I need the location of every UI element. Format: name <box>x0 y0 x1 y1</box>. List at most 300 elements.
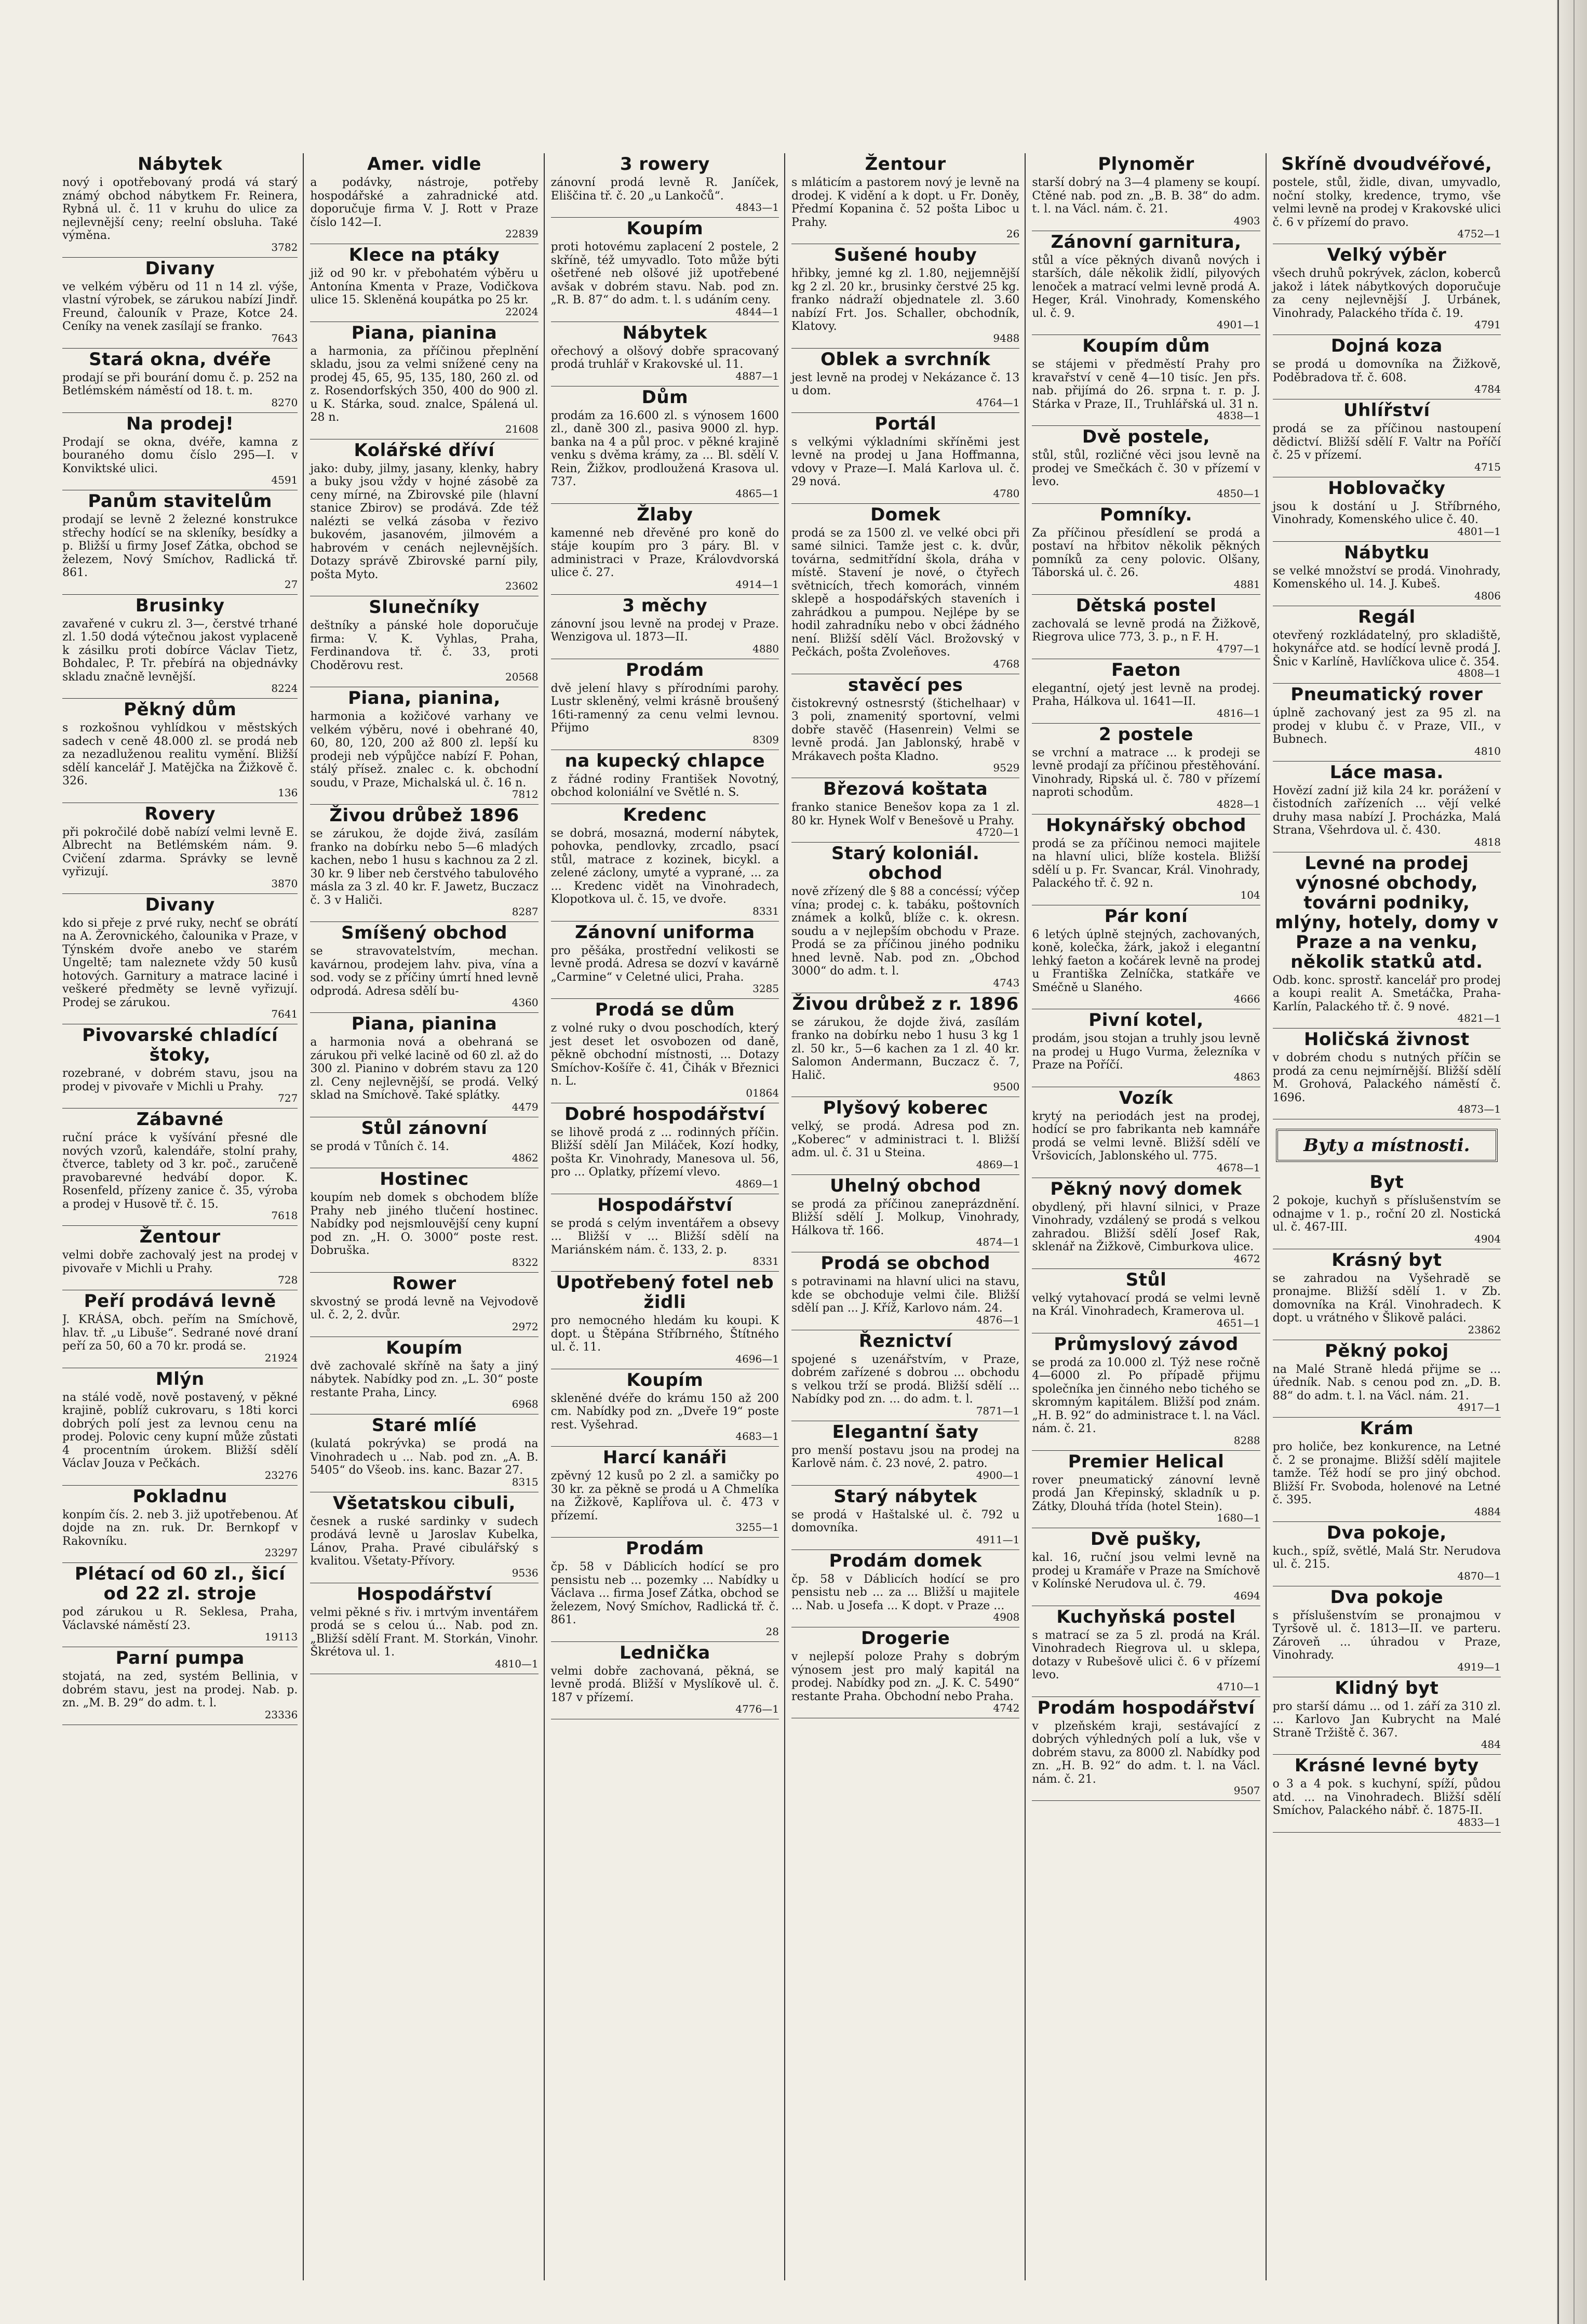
classified-ad <box>791 1097 1019 1175</box>
ad-headline: Koupím <box>626 1369 704 1391</box>
ad-reference-number: 23602 <box>505 580 539 592</box>
ad-body-text: v nejlepší poloze Prahy s dobrým výnosem jest pro malý kapitál na prodej. Nabídky pod zn. „J. K. C. 5490“ restante Praha. Obchodní nebo Praha. <box>791 1650 1020 1703</box>
ad-headline: Oblek a svrchník <box>821 349 991 370</box>
ad-headline: Staré mlíé <box>371 1415 477 1436</box>
ad-headline: Hospodářství <box>597 1194 733 1216</box>
ad-headline: Krásný byt <box>1332 1249 1442 1271</box>
ad-reference-number: 4833—1 <box>1457 1815 1501 1828</box>
ad-headline: 2 postele <box>1099 724 1193 745</box>
ad-body-text: velmi dobře zachovalý jest na prodej v pivovaře v Michli u Prahy. <box>62 1249 298 1275</box>
classified-ad <box>310 1492 538 1583</box>
ad-reference-number: 4810—1 <box>495 1657 539 1670</box>
classified-ad <box>791 413 1019 504</box>
ad-reference-number: 4914—1 <box>735 578 779 591</box>
ad-headline: Dva pokoje, <box>1326 1522 1447 1543</box>
ad-headline: Plyšový koberec <box>823 1098 988 1118</box>
ad-reference-number: 7643 <box>271 331 298 344</box>
ad-body-text: dvě zachovalé skříně na šaty a jiný nábytek. Nabídky pod zn. „L. 30“ poste restante Praha, Lincy. <box>310 1359 539 1399</box>
ad-headline: Harcí kanáři <box>602 1447 727 1468</box>
ad-body-text: Prodají se okna, dvéře, kamna z bouraného domu číslo 295—I. v Konviktské ulici. <box>62 435 298 475</box>
ad-headline: Dojná koza <box>1330 336 1443 356</box>
ad-headline: Piana, pianina <box>351 1013 497 1034</box>
ad-reference-number: 4651—1 <box>1217 1316 1260 1329</box>
ad-headline: Dvě postele, <box>1082 426 1211 447</box>
ad-body-text: Hovězí zadní již kila 24 kr. porážení v čistodních zařízeních ... vějí velké druhy masa nabízí J. Procházka, Malá Strana, Všehrdova ul. č. 430. <box>1272 784 1501 837</box>
ad-body-text: kal. 16, ruční jsou velmi levně na prodej u Kramáře v Praze na Smíchově v Kolínské Nerudova ul. č. 79. <box>1032 1551 1260 1591</box>
ad-headline: Pokladnu <box>132 1486 227 1507</box>
ad-body-text: pro menší postavu jsou na prodej na Karlově nám. č. 23 nové, 2. patro. <box>791 1444 1020 1470</box>
classified-ad <box>1273 1171 1501 1249</box>
ad-body-text: v dobrém chodu s nutných příčin se prodá za cenu nejmírnější. Bližší sdělí M. Grohová, Palackého náměstí č. 1696. <box>1272 1051 1501 1104</box>
ad-body-text: ruční práce k vyšívání přesné dle nových vzorů, kalendáře, stolní prahy, čtverce, tablety od 3 kr. poč., zaručeně pravobarevné hedvábí dopor. K. Rosenfeld, přízeny zanice č. 35, výroba a prodej v Husově tř. č. 15. <box>62 1131 298 1211</box>
ad-body-text: čp. 58 v Dáblicích hodící se pro pensistu neb ... za ... Bližší u majitele ... Nab. u Josefa ... K dopt. v Praze ... <box>791 1572 1020 1612</box>
ad-headline: Vozík <box>1119 1087 1174 1108</box>
classified-ad <box>1273 606 1501 684</box>
ad-headline: Plétací od 60 zl., šicí od 22 zl. stroje <box>74 1564 286 1604</box>
ad-reference-number: 8270 <box>271 396 298 409</box>
ad-body-text: harmonia a kožičové varhany ve velkém výběru, nové i obehrané 40, 60, 80, 120, 200 až 800 zl. lepší ku prodeji neb výpůjčce nabízí F. Pohan, stálý přísež. znalec c. k. obchodní soudu, v Praze, Michalská ul. č. 16 n. <box>310 710 539 790</box>
ad-reference-number: 01864 <box>746 1086 779 1099</box>
ad-headline: Stůl zánovní <box>361 1117 488 1139</box>
classified-ad <box>1273 399 1501 477</box>
classified-ad <box>1032 231 1260 336</box>
classified-ad <box>551 1194 779 1272</box>
classified-ad <box>551 595 779 659</box>
ad-headline: Sušené houby <box>833 245 977 265</box>
ad-body-text: s rozkošnou vyhlídkou v městských sadech v ceně 48.000 zl. se prodá neb za nezadluženou realitu vymění. Bližší sdělí kancelář J. Matějčka na Žižkově č. 326. <box>62 722 298 787</box>
classified-ad <box>1273 1340 1501 1418</box>
ad-body-text: prodají se při bourání domu č. p. 252 na Betlémském náměstí od 18. t. m. <box>62 371 298 397</box>
ad-reference-number: 4752—1 <box>1457 228 1501 240</box>
ad-headline: Dům <box>641 386 688 408</box>
ad-headline: Domek <box>870 504 941 525</box>
classified-ad <box>62 153 298 258</box>
ad-reference-number: 4360 <box>512 996 539 1009</box>
ad-reference-number: 8287 <box>512 905 539 918</box>
ad-body-text: prodá se za 1500 zl. ve velké obci při samé silnici. Tamže jest c. k. dvůr, továrna, sedmitřídní škola, dráha v místě. Stavení je nové, o čtyřech světnicích, třech komorách, vinném sklepě a hospodářských staveních i zahrádkou a pumpou. Nejlépe by se hodil zahradníku nebo v obci žádného není. Bližší sdělí Václ. Brožovský v Pečkách, pošta Zvoleňoves. <box>791 526 1020 659</box>
classified-ad <box>1032 153 1260 231</box>
section-header-box: Byty a místnosti. <box>1276 1129 1498 1162</box>
ad-headline: Březová koštata <box>823 779 988 799</box>
ad-reference-number: 8322 <box>512 1256 539 1268</box>
classified-ad <box>1273 684 1501 762</box>
classified-ad <box>551 1447 779 1538</box>
ad-body-text: úplně zachovaný jest za 95 zl. na prodej v klubu č. v Praze, VII., v Bubnech. <box>1272 706 1501 746</box>
ad-reference-number: 8309 <box>752 733 779 746</box>
classified-ads-page <box>62 153 1506 2280</box>
classified-ad <box>551 322 779 386</box>
ad-reference-number: 8331 <box>752 1255 779 1267</box>
ad-body-text: skvostný se prodá levně na Vejvodově ul. č. 2, 2. dvůr. <box>310 1295 539 1321</box>
ad-headline: Premier Helical <box>1068 1451 1225 1472</box>
ad-reference-number: 4672 <box>1233 1252 1260 1265</box>
ad-headline: Rovery <box>144 803 216 824</box>
classified-ad <box>62 413 298 491</box>
classified-ad <box>551 750 779 804</box>
ad-reference-number: 4901—1 <box>1217 318 1260 331</box>
ad-body-text: všech druhů pokrývek, záclon, koberců jakož i látek nábytkových doporučuje za ceny nejlevnější J. Urbánek, Vinohrady, Palackého třída č. 19. <box>1272 267 1501 320</box>
ad-body-text: pro starší dámu ... od 1. září za 310 zl. ... Karlovo Jan Kubrycht na Malé Straně Tržiště č. 367. <box>1272 1700 1501 1740</box>
ad-headline: stavěcí pes <box>848 674 963 696</box>
ad-reference-number: 28 <box>765 1625 779 1638</box>
ad-reference-number: 4903 <box>1233 214 1260 227</box>
ad-reference-number: 7641 <box>271 1008 298 1020</box>
ad-reference-number: 4776—1 <box>735 1703 779 1715</box>
ad-headline: Láce masa. <box>1329 762 1444 783</box>
classified-ad <box>1032 905 1260 1010</box>
ad-headline: Klece na ptáky <box>348 245 500 265</box>
ad-reference-number: 3255—1 <box>735 1521 779 1533</box>
ad-body-text: jako: duby, jilmy, jasany, klenky, habry a buky jsou vždy v hojné zásobě za ceny mírné, na Zbirovské pile (hlavní stanice Zbirov) se prodává. Zde též nalézti se velká zásoba v řezivo bukovém, jasanovém, jilmovém a habrovém v cenách nejlevnějších. Dotazy správě Zbirovské parní pily, pošta Myto. <box>310 462 539 581</box>
ad-body-text: velmi pěkné s řiv. i mrtvým inventářem prodá se s celou ú... Nab. pod zn. „Bližší sdělí Frant. M. Storkán, Vinohr. Škrétova ul. 1. <box>310 1606 539 1659</box>
classified-ad <box>1273 762 1501 852</box>
ad-reference-number: 4880 <box>752 642 779 655</box>
classified-ad <box>791 1627 1019 1718</box>
ad-body-text: na Malé Straně hledá přijme se ... úředník. Nab. s cenou pod zn. „D. B. 88“ do adm. t. l. na Václ. nám. 21. <box>1272 1363 1501 1403</box>
ad-body-text: velký, se prodá. Adresa pod zn. „Koberec“ v administraci t. l. Bližší adm. ul. č. 31 u Steina. <box>791 1120 1020 1159</box>
classified-ad <box>1032 1697 1260 1801</box>
ad-body-text: spojené s uzenářstvím, v Praze, dobrém zařízené s dobrou ... obchodu s velkou trží se prodá. Bližší sdělí ... Nabídky pod zn. ... do adm. t. l. <box>791 1353 1020 1406</box>
ad-headline: Prodám hospodářství <box>1037 1697 1255 1718</box>
ad-body-text: s velkými výkladními skříněmi jest levně na prodej u Jana Hoffmanna, vdovy v Praze—I. Malá Karlova ul. č. 29 nová. <box>791 435 1020 488</box>
ad-body-text: se zahradou na Vyšehradě se pronajme. Bližší sdělí 1. v Zb. domovníka na Král. Vinohradech. K dopt. u vrátného v Šlikově paláci. <box>1272 1272 1501 1325</box>
ad-headline: Amer. vidle <box>367 154 481 175</box>
ad-column-4 <box>784 153 1025 2280</box>
ad-reference-number: 136 <box>278 786 298 799</box>
ad-reference-number: 20568 <box>505 671 539 683</box>
classified-ad <box>791 993 1019 1098</box>
ad-headline: Regál <box>1357 606 1416 627</box>
ad-headline: Piana, pianina, <box>348 688 501 709</box>
ad-body-text: na stálé vodě, nově postavený, v pěkné krajině, poblíž cukrovaru, s 18ti korci dobrých polí jest za levnou cenu na prodej. Polovic ceny kupní může zůstati 4 procentním úrokem. Bližší sdělí Václav Jouza v Pečkách. <box>62 1391 298 1470</box>
ad-reference-number: 4873—1 <box>1457 1103 1501 1115</box>
ad-headline: Peří prodává levně <box>84 1291 276 1312</box>
ad-headline: Levné na prodej výnosné obchody, továrni podniky, mlýny, hotely, domy v Praze a na venku, několik statků atd. <box>1275 852 1499 972</box>
classified-ad <box>62 1226 298 1290</box>
ad-body-text: pro holiče, bez konkurence, na Letné č. 2 se pronajme. Bližší sdělí majitele tamže. Též hodí se pro jiný obchod. Bližší Fr. Svoboda, holenové na Letné č. 395. <box>1272 1440 1501 1506</box>
classified-ad <box>551 504 779 595</box>
ad-reference-number: 4683—1 <box>735 1430 779 1443</box>
classified-ad <box>62 1108 298 1226</box>
ad-reference-number: 2972 <box>512 1320 539 1333</box>
classified-ad <box>1032 659 1260 724</box>
ad-body-text: čistokrevný ostnesrstý (štichelhaar) v 3 poli, znamenitý sportovní, velmi dobře stavěč (Hasenrein) Velmi se levně prodá. Jan Jablonský, hrabě v Mrákavech pošta Kladno. <box>791 697 1020 763</box>
classified-ad <box>62 1024 298 1108</box>
ad-body-text: kdo si přeje z prvé ruky, nechť se obrátí na A. Žerovnického, čalounika v Praze, v Týnském dvoře anebo ve starém Ungeltě; tam naleznete vždy 50 kusů hotových. Garnitury a matrace laciné i veškeré předměty se levně vyřizují. Prodej se zárukou. <box>62 916 298 1009</box>
ad-reference-number: 4884 <box>1474 1505 1501 1518</box>
ad-body-text: obydlený, při hlavní silnici, v Praze Vinohrady, vzdálený se prodá s velkou zahradou. Bližší sdělí Josef Rak, sklenář na Žižkově, Cimburkova ulice. <box>1032 1200 1260 1253</box>
ad-reference-number: 4887—1 <box>735 369 779 382</box>
classified-ad <box>62 1290 298 1368</box>
ad-reference-number: 4919—1 <box>1457 1660 1501 1673</box>
ad-reference-number: 4479 <box>512 1100 539 1113</box>
classified-ad <box>310 687 538 805</box>
classified-ad <box>1273 1029 1501 1119</box>
ad-reference-number: 4818 <box>1474 835 1501 848</box>
classified-ad <box>1273 244 1501 335</box>
ad-reference-number: 4591 <box>271 474 298 486</box>
ad-headline: Na prodej! <box>126 413 234 434</box>
ad-headline: Koupím dům <box>1082 336 1210 356</box>
classified-ad <box>62 803 298 894</box>
ad-body-text: zpěvný 12 kusů po 2 zl. a samičky po 30 kr. za pěkně se prodá u A Chmelíka na Žižkově, Kaplířova ul. č. 473 v přízemí. <box>550 1470 779 1522</box>
ad-reference-number: 4801—1 <box>1457 525 1501 538</box>
ad-body-text: ve velkém výběru od 11 n 14 zl. výše, vlastní výrobek, se zárukou nabízí Jindř. Freund, čalouník v Praze, Kotce 24. Ceníky na venek zasílají se franko. <box>62 280 298 333</box>
ad-headline: Drogerie <box>861 1628 950 1649</box>
ad-reference-number: 4678—1 <box>1217 1161 1260 1174</box>
ad-headline: Holičská živnost <box>1304 1029 1470 1050</box>
ad-reference-number: 4808—1 <box>1457 667 1501 679</box>
ad-body-text: rozebrané, v dobrém stavu, jsou na prodej v pivovaře v Michli u Prahy. <box>62 1067 298 1093</box>
ad-body-text: při pokročilé době nabízí velmi levně E. Albrecht na Betlémském nám. 9. Cvičení zdarma. Správky se levně vyřizují. <box>62 825 298 878</box>
ad-reference-number: 3782 <box>271 241 298 253</box>
ad-headline: Stůl <box>1125 1269 1167 1290</box>
classified-ad <box>551 921 779 999</box>
classified-ad <box>791 1252 1019 1330</box>
ad-headline: Dva pokoje <box>1330 1586 1444 1608</box>
classified-ad <box>62 699 298 803</box>
ad-reference-number: 4917—1 <box>1457 1401 1501 1413</box>
ad-headline: 3 měchy <box>622 595 708 616</box>
ad-headline: Divany <box>145 258 215 279</box>
ad-body-text: 2 pokoje, kuchyň s příslušenstvím se odnajme v 1. p., roční 20 zl. Nostická ul. č. 467-III. <box>1272 1194 1501 1234</box>
ad-reference-number: 4720—1 <box>976 826 1020 838</box>
ad-body-text: a podávky, nástroje, potřeby hospodářské a zahradnické atd. doporučuje firma V. J. Rott v Praze číslo 142—I. <box>310 176 539 229</box>
classified-ad <box>1032 504 1260 595</box>
ad-body-text: s matrací se za 5 zl. prodá na Král. Vinohradech Riegrova ul. u sklepa, dotazy v Rubešově ulici č. 6 v přízemí levo. <box>1032 1628 1260 1681</box>
ad-column-5 <box>1025 153 1265 2280</box>
ad-reference-number: 4696—1 <box>735 1352 779 1365</box>
ad-body-text: s potravinami na hlavní ulici na stavu, kde se obchoduje velmi čile. Bližší sdělí pan ... J. Kříž, Karlovo nám. 24. <box>791 1275 1020 1315</box>
ad-reference-number: 4869—1 <box>735 1177 779 1190</box>
ad-body-text: a harmonia, za příčinou přeplnění skladu, jsou za velmi snížené ceny na prodej 45, 65, 95, 135, 180, 260 zl. od z. Rosendorfských 350, 400 do 900 zl. u K. Stárka, soud. znalce, Spálená ul. 28 n. <box>310 344 539 424</box>
classified-ad <box>1273 1522 1501 1586</box>
classified-ad <box>310 153 538 244</box>
ad-reference-number: 8331 <box>752 904 779 917</box>
ad-body-text: prodám, jsou stojan a truhly jsou levně na prodej u Hugo Vurma, železníka v Praze na Poříčí. <box>1032 1032 1260 1072</box>
ad-body-text: zavařené v cukru zl. 3—, čerstvé trhané zl. 1.50 dodá výtečnou jakost vyplaceně k zásilku proti dobírce Václav Tietz, Bohdalec, P. Tr. přebírá na objednávky skladu značně levnější. <box>62 617 298 684</box>
classified-ad <box>310 1168 538 1273</box>
ad-reference-number: 4821—1 <box>1457 1012 1501 1024</box>
ad-reference-number: 4843—1 <box>735 201 779 213</box>
classified-ad <box>791 1175 1019 1253</box>
classified-ad <box>310 1117 538 1169</box>
classified-ad <box>62 349 298 413</box>
classified-ad <box>1273 542 1501 606</box>
ad-body-text: již od 90 kr. v přebohatém výběru u Antonína Kmenta v Praze, Vodičkova ulice 15. Skleněná koupátka po 25 kr. <box>310 267 539 306</box>
ad-headline: Upotřebený fotel neb židli <box>556 1272 774 1313</box>
classified-ad <box>310 922 538 1013</box>
ad-reference-number: 4710—1 <box>1217 1680 1260 1693</box>
ad-headline: Kredenc <box>623 804 707 825</box>
ad-column-6 <box>1266 153 1506 2280</box>
ad-reference-number: 7871—1 <box>976 1404 1020 1417</box>
ad-reference-number: 23336 <box>264 1708 298 1721</box>
ad-headline: Kuchyňská postel <box>1056 1606 1236 1627</box>
classified-ad <box>551 1103 779 1194</box>
classified-ad <box>62 1368 298 1486</box>
ad-headline: Pěkný dům <box>124 699 237 720</box>
ad-reference-number: 19113 <box>264 1631 298 1643</box>
ad-reference-number: 4666 <box>1233 993 1260 1005</box>
ad-reference-number: 728 <box>278 1274 298 1286</box>
classified-ad <box>1032 1269 1260 1333</box>
ad-headline: Panům stavitelům <box>88 491 272 512</box>
ad-body-text: rover pneumatický zánovní levně prodá Jan Křepinský, skladník u p. Zátky, Dlouhá třída (hotel Stein). <box>1032 1473 1260 1513</box>
ad-headline: Elegantní šaty <box>832 1421 979 1443</box>
classified-ad <box>310 439 538 597</box>
classified-ad <box>62 595 298 699</box>
classified-ad <box>1032 1451 1260 1529</box>
ad-headline: Starý koloniál. obchod <box>831 843 980 884</box>
ad-body-text: prodám za 16.600 zl. s výnosem 1600 zl., daně 300 zl., pasiva 9000 zl. hyp. banka na 4 a půl proc. v pěkné krajině venku s dvěma krámy, za ... Bl. sdělí V. Rein, Žižkov, prodloužená Krasova ul. 737. <box>550 409 779 488</box>
ad-headline: Hokynářský obchod <box>1046 814 1246 836</box>
ad-headline: Slunečníky <box>369 597 480 618</box>
ad-headline: Parní pumpa <box>115 1648 245 1668</box>
ad-headline: Dvě pušky, <box>1090 1529 1202 1550</box>
ad-headline: 3 rowery <box>620 154 710 175</box>
ad-body-text: se vrchní a matrace ... k prodeji se levně prodají za příčinou přestěhování. Vinohrady, Ripská ul. č. 780 v přízemí naproti schodům. <box>1032 746 1260 799</box>
ad-reference-number: 4838—1 <box>1217 409 1260 422</box>
ad-headline: Pivovarské chladící štoky, <box>82 1025 278 1065</box>
ad-body-text: v plzeňském kraji, sestávající z dobrých výhledných polí a luk, vše v dobrém stavu, za 8000 zl. Nabídky pod zn. „H. B. 92“ do adm. t. l. na Václ. nám. č. 21. <box>1032 1719 1260 1786</box>
ad-reference-number: 4911—1 <box>976 1533 1020 1546</box>
ad-reference-number: 1680—1 <box>1217 1512 1260 1524</box>
classified-ad <box>791 843 1019 993</box>
ad-reference-number: 4904 <box>1474 1232 1501 1245</box>
ad-body-text: se zárukou, že dojde živá, zasílám franko na dobírku nebo 5—6 mladých kachen, nebo 1 husu s kachnou za 2 zl. 30 kr. 9 liber neb čerstvého tabulového másla za 3 zl. 40 kr. F. Jawetz, Buczacz č. 3 v Haliči. <box>310 827 539 907</box>
ad-headline: Pěkný pokoj <box>1324 1340 1449 1361</box>
ad-body-text: se prodá u domovníka na Žižkově, Poděbradova tř. č. 608. <box>1272 358 1501 384</box>
classified-ad <box>62 894 298 1025</box>
classified-ad <box>1032 1333 1260 1451</box>
ad-reference-number: 4768 <box>993 657 1020 670</box>
classified-ad <box>1273 1755 1501 1833</box>
ad-headline: Portál <box>875 413 937 434</box>
ad-column-3 <box>544 153 784 2280</box>
ad-reference-number: 9488 <box>993 331 1020 344</box>
ad-reference-number: 6968 <box>512 1398 539 1410</box>
ad-body-text: se prodá v Tůních č. 14. <box>310 1140 449 1153</box>
ad-reference-number: 4876—1 <box>976 1313 1020 1326</box>
ad-reference-number: 4862 <box>512 1152 539 1164</box>
ad-body-text: zánovní prodá levně R. Janíček, Eliščina tř. č. 20 „u Lankočů“. <box>550 176 779 203</box>
ad-body-text: jsou k dostání u J. Stříbrného, Vinohrady, Komenského ulice č. 40. <box>1272 500 1501 526</box>
classified-ad <box>551 804 779 921</box>
ad-headline: Krásné levné byty <box>1294 1755 1479 1776</box>
ad-reference-number: 4900—1 <box>976 1468 1020 1481</box>
classified-ad <box>1032 335 1260 426</box>
ad-body-text: se prodá za 10.000 zl. Týž nese ročně 4—6000 zl. Po případě přijmu společníka jen činného nebo tichého se skromným kapitálem. Bližší pod znám. „H. B. 92“ do administrace t. l. na Václ. nám. č. 21. <box>1032 1356 1260 1435</box>
ad-headline: Dobré hospodářství <box>564 1103 765 1125</box>
ad-reference-number: 8224 <box>271 682 298 694</box>
ad-reference-number: 4869—1 <box>976 1158 1020 1171</box>
classified-ad <box>551 1272 779 1369</box>
classified-ad <box>62 1486 298 1564</box>
ad-headline: Plynoměr <box>1098 154 1194 175</box>
ad-headline: Prodá se obchod <box>821 1253 990 1274</box>
ad-body-text: pro pěšáka, prostřední velikosti se levně prodá. Adresa se dozví v kavárně „Carmine“ v Celetné ulici, Praha. <box>550 944 779 984</box>
ad-body-text: nově zřízený dle § 88 a concéssí; výčep vína; prodej c. k. tabáku, poštovních známek a kolků, blíže c. k. okresn. soudu a v nejlepším obchodu v Praze. Prodá se za příčinou jiného podniku hned levně. Nab. pod zn. „Obchod 3000“ do adm. t. l. <box>791 885 1020 978</box>
ad-body-text: se stravovatelstvím, mechan. kavárnou, prodejem lahv. piva, vína a sod. vody se z příčiny úmrtí hned levně odprodá. Adresa sdělí bu- <box>310 945 539 998</box>
ad-body-text: kuch., spíž, světlé, Malá Str. Nerudova ul. č. 215. <box>1272 1544 1501 1571</box>
classified-ad <box>791 1421 1019 1486</box>
ad-reference-number: 4828—1 <box>1217 797 1260 810</box>
ad-body-text: se lihově prodá z ... rodinných příčin. Bližší sdělí Jan Miláček, Kozí hodky, pošta Kr. Vinohrady, Manesova ul. 56, pro ... Oplatky, přízemí vlevo. <box>550 1126 779 1179</box>
ad-body-text: zánovní jsou levně na prodej v Praze. Wenzigova ul. 1873—II. <box>550 617 779 644</box>
classified-ad <box>1032 1606 1260 1697</box>
ad-headline: Velký výběr <box>1327 245 1447 265</box>
ad-body-text: z volné ruky o dvou poschodích, který jest deset let osvobozen od daně, pěkně obchodní místnosti, ... Dotazy Smíchov-Košíře č. 41, Čihák v Březnici n. L. <box>550 1022 779 1088</box>
ad-reference-number: 4742 <box>993 1702 1020 1714</box>
classified-ad <box>1032 1528 1260 1606</box>
ad-body-text: velmi dobře zachovaná, pěkná, se levně prodá. Bližší v Myslíkově ul. č. 187 v přízemí. <box>550 1664 779 1704</box>
ad-reference-number: 23862 <box>1468 1323 1501 1336</box>
ad-reference-number: 8288 <box>1233 1434 1260 1447</box>
ad-body-text: stojatá, na zed, systém Bellinia, v dobrém stavu, jest na prodej. Nab. p. zn. „M. B. 29“ do adm. t. l. <box>62 1670 298 1709</box>
ad-body-text: se dobrá, mosazná, moderní nábytek, pohovka, pendlovky, zrcadlo, psací stůl, matrace z kozinek, bicykl. a zelené záclony, umyté a vyprané, ... za ... Kredenc vidět na Vinohradech, Klopotkova ul. č. 15, ve dvoře. <box>550 826 779 906</box>
ad-body-text: zachovalá se levně prodá na Žižkově, Riegrova ulice 773, 3. p., n F. H. <box>1032 617 1260 644</box>
ad-reference-number: 4810 <box>1474 744 1501 757</box>
classified-ad <box>551 218 779 322</box>
ad-headline: Řeznictví <box>858 1330 952 1352</box>
ad-body-text: a harmonia nová a obehraná se zárukou při velké lacině od 60 zl. až do 300 zl. Pianino v dobrém stavu za 120 zl. Ceny nejlevnější, se prodá. Velký sklad na Smíchově. Také splátky. <box>310 1036 539 1102</box>
classified-ad <box>310 1583 538 1674</box>
classified-ad <box>791 153 1019 244</box>
ad-body-text: proti hotovému zaplacení 2 postele, 2 skříně, též umyvadlo. Toto může býti ošetřené neb olšové již upotřebené avšak v dobrém stavu. Nab. pod zn. „R. B. 87“ do adm. t. l. s udáním ceny. <box>550 241 779 306</box>
ad-headline: Žentour <box>865 154 946 175</box>
ad-body-text: konpím čís. 2. neb 3. již upotřebenou. Ať dojde na zn. ruk. Dr. Bernkopf v Rakovníku. <box>62 1508 298 1548</box>
ad-headline: Hospodářství <box>356 1583 492 1605</box>
ad-reference-number: 4874—1 <box>976 1236 1020 1248</box>
ad-headline: Pneumatický rover <box>1290 684 1483 705</box>
ad-body-text: hřibky, jemné kg zl. 1.80, nejjemnější kg 2 zl. 20 kr., brusinky čerstvé 25 kg. franko nádraží objednatele zl. 3.60 nabízí Frt. Jos. Schaller, obchodník, Klatovy. <box>791 267 1020 333</box>
ad-body-text: deštníky a pánské hole doporučuje firma: V. K. Vyhlas, Praha, Ferdinandova tř. č. 33, proti Choděrovu rest. <box>310 619 539 672</box>
ad-reference-number: 26 <box>1006 228 1020 240</box>
ad-headline: Kolářské dříví <box>354 439 495 461</box>
ad-reference-number: 4715 <box>1474 460 1501 473</box>
ad-headline: Mlýn <box>155 1368 205 1390</box>
ad-headline: Živou drůbež 1896 <box>329 805 519 826</box>
classified-ad <box>310 805 538 922</box>
ad-reference-number: 22024 <box>505 305 539 318</box>
classified-ad <box>310 1337 538 1415</box>
ad-reference-number: 3285 <box>752 982 779 995</box>
ad-headline: Divany <box>145 894 215 915</box>
classified-ad <box>551 386 779 504</box>
classified-ad <box>1273 335 1501 399</box>
ad-reference-number: 3870 <box>271 877 298 890</box>
classified-ad <box>1032 426 1260 504</box>
ad-headline: Nábytek <box>622 322 707 343</box>
ad-body-text: pro nemocného hledám ku koupi. K dopt. u Štěpána Stříbrného, Štítného ul. č. 11. <box>550 1314 779 1354</box>
ad-reference-number: 4881 <box>1233 578 1260 591</box>
ad-body-text: velký vytahovací prodá se velmi levně na Král. Vinohradech, Kramerova ul. <box>1032 1291 1260 1318</box>
ad-body-text: Odb. konc. sprostř. kancelář pro prodej a koupi realit A. Smetáčka, Praha-Karlín, Palackého tř. č. 9 nové. <box>1272 973 1501 1013</box>
ad-headline: Faeton <box>1111 659 1181 680</box>
ad-headline: Prodám <box>625 659 704 680</box>
classified-ad <box>1273 153 1501 244</box>
ad-body-text: čp. 58 v Dáblicích hodící se pro pensistu neb ... pozemky ... Nabídky u Václava ... firma Josef Zátka, obchod se železem, Nový Smíchov, Radlická tř. č. 861. <box>550 1560 779 1626</box>
classified-ad <box>1032 595 1260 659</box>
classified-ad <box>1273 1586 1501 1677</box>
ad-body-text: skleněné dvéře do krámu 150 až 200 cm. Nabídky pod zn. „Dveře 19“ poste rest. Vyšehrad. <box>550 1392 779 1432</box>
ad-reference-number: 9507 <box>1233 1784 1260 1797</box>
ad-body-text: prodají se levně 2 železné konstrukce střechy hodící se na skleníky, besídky a p. Bližší u firmy Josef Zátka, obchod se železem, Nový Smíchov, Radlická tř. 861. <box>62 513 298 579</box>
ad-reference-number: 4816—1 <box>1217 706 1260 719</box>
ad-reference-number: 7812 <box>512 788 539 800</box>
classified-ad <box>310 1414 538 1492</box>
